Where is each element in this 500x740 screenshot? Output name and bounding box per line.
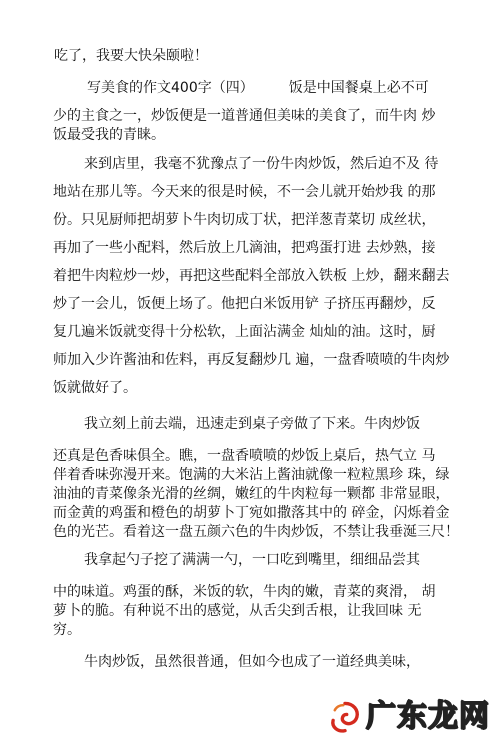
text-line: 萝卜的脆。有种说不出的感觉，从舌尖到舌根，让我回味 无 (53, 603, 422, 619)
text-line: 着把牛肉粒炒一炒，再把这些配料全部放入铁板 上炒，翻来翻去 (53, 268, 450, 284)
text-line: 饭就做好了。 (53, 380, 137, 396)
text-line: 再加了一些小配料，然后放上几滴油，把鸡蛋打进 去炒熟，接 (53, 240, 436, 256)
text-line: 而金黄的鸡蛋和橙色的胡萝卜丁宛如撒落其中的 碎金，闪烁着金 (53, 505, 450, 521)
text-line: 师加入少许酱油和佐料，再反复翻炒几 遍，一盘香喷喷的牛肉炒 (53, 352, 450, 368)
text-line: 还真是色香味俱全。瞧，一盘香喷喷的炒饭上桌后，热气立 马 (53, 448, 436, 464)
text-line: 穷。 (53, 622, 81, 638)
text-line: 少的主食之一，炒饭便是一道普通但美味的美食了，而牛肉 炒 (53, 108, 436, 124)
text-line: 复几遍米饭就变得十分松软，上面沾满金 灿灿的油。这时，厨 (53, 324, 436, 340)
text-line: 油油的青菜像条光滑的丝绸，嫩红的牛肉粒每一颗都 非常显眼， (53, 486, 450, 502)
text-line: 份。只见厨师把胡萝卜牛肉切成丁状，把洋葱青菜切 成丝状， (53, 212, 436, 228)
site-watermark (328, 700, 490, 734)
text-line: 我立刻上前去端，迅速走到桌子旁做了下来。牛肉炒饭 (84, 416, 420, 432)
text-line: 吃了，我要大快朵颐啦！ (54, 48, 208, 64)
text-line: 来到店里，我毫不犹豫点了一份牛肉炒饭，然后迫不及 待 (84, 156, 439, 172)
watermark-text: 广东龙网 (366, 699, 490, 734)
text-line: 牛肉炒饭，虽然很普通，但如今也成了一道经典美味， (84, 654, 420, 670)
text-line: 地站在那儿等。今天来的很是时候，不一会儿就开始炒我 的那 (53, 184, 436, 200)
text-line: 中的味道。鸡蛋的酥，米饭的软，牛肉的嫩，青菜的爽滑， 胡 (53, 584, 436, 600)
text-line: 炒了一会儿，饭便上场了。他把白米饭用铲 子挤压再翻炒，反 (53, 296, 436, 312)
text-line: 伴着香味弥漫开来。饱满的大米沾上酱油就像一粒粒黑珍 珠，绿 (53, 467, 450, 483)
text-line: 饭最受我的青睐。 (53, 127, 165, 143)
red-swirl-logo-icon (328, 700, 362, 734)
text-line: 写美食的作文400字（四） 饭是中国餐桌上必不可 (87, 80, 429, 96)
text-line: 我拿起勺子挖了满满一勺，一口吃到嘴里，细细品尝其 (84, 552, 420, 568)
text-line: 色的光芒。看着这一盘五颜六色的牛肉炒饭，不禁让我垂涎三尺！ (53, 524, 459, 540)
